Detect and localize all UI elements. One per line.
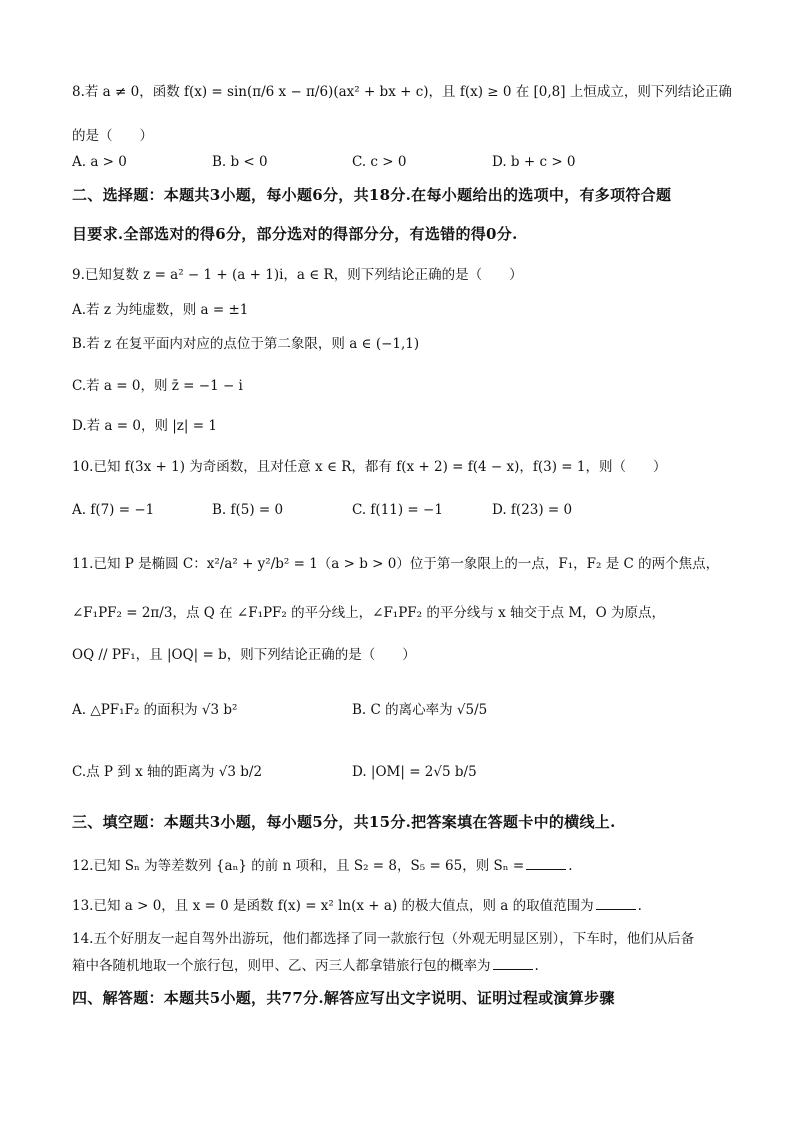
q12-text: 12.已知 Sₙ 为等差数列 {aₙ} 的前 n 项和，且 S₂ = 8，S₅ = 65，则 Sₙ = [72, 858, 525, 874]
q12-end: . [568, 858, 573, 874]
q10-option-c: C. f(11) = −1 [352, 502, 443, 518]
section2-heading-line1: 二、选择题：本题共3小题，每小题6分，共18分.在每小题给出的选项中，有多项符合题 [72, 186, 672, 204]
q13-answer-blank[interactable] [596, 895, 636, 910]
q14-line2 [72, 955, 539, 976]
q10-option-a: A. f(7) = −1 [72, 502, 155, 518]
q13-line [72, 895, 642, 916]
q8-stem-line2: 的是（ ） [72, 128, 153, 144]
q12-answer-blank[interactable] [526, 855, 566, 870]
q9-option-c: C.若 a = 0，则 z̄ = −1 − i [72, 378, 243, 394]
q8-option-c: C. c > 0 [352, 154, 407, 170]
q14-answer-blank[interactable] [493, 955, 533, 970]
q14-line1: 14.五个好朋友一起自驾外出游玩，他们都选择了同一款旅行包（外观无明显区别），下车时，他们从后备 [72, 931, 695, 947]
q9-option-d: D.若 a = 0，则 |z| = 1 [72, 418, 217, 434]
q9-option-a: A.若 z 为纯虚数，则 a = ±1 [72, 302, 249, 318]
q11-option-d: D. |OM| = 2√5 b/5 [352, 764, 477, 780]
q14-text: 箱中各随机地取一个旅行包，则甲、乙、丙三人都拿错旅行包的概率为 [72, 958, 491, 974]
section3-heading: 三、填空题：本题共3小题，每小题5分，共15分.把答案填在答题卡中的横线上. [72, 813, 616, 831]
q14-end: . [534, 958, 539, 974]
q11-option-c: C.点 P 到 x 轴的距离为 √3 b/2 [72, 764, 263, 780]
q9-option-b: B.若 z 在复平面内对应的点位于第二象限，则 a ∈ (−1,1) [72, 336, 420, 352]
q10-option-d: D. f(23) = 0 [492, 502, 573, 518]
q12-line [72, 855, 573, 876]
q8-option-d: D. b + c > 0 [492, 154, 576, 170]
q8-option-a: A. a > 0 [72, 154, 127, 170]
section4-heading: 四、解答题：本题共5小题，共77分.解答应写出文字说明、证明过程或演算步骤 [72, 989, 615, 1007]
q10-option-b: B. f(5) = 0 [212, 502, 284, 518]
q8-option-b: B. b < 0 [212, 154, 268, 170]
q11-stem-line1: 11.已知 P 是椭圆 C：x²/a² + y²/b² = 1（a > b > 0）位于第一象限上的一点，F₁，F₂ 是 C 的两个焦点， [72, 556, 720, 572]
q10-stem: 10.已知 f(3x + 1) 为奇函数，且对任意 x ∈ R，都有 f(x + 2) = f(4 − x)，f(3) = 1，则（ ） [72, 459, 667, 475]
q11-stem-line2: ∠F₁PF₂ = 2π/3，点 Q 在 ∠F₁PF₂ 的平分线上，∠F₁PF₂ 的平分线与 x 轴交于点 M，O 为原点， [72, 605, 666, 621]
q11-stem-line3: OQ // PF₁，且 |OQ| = b，则下列结论正确的是（ ） [72, 647, 416, 663]
q9-stem: 9.已知复数 z = a² − 1 + (a + 1)i，a ∈ R，则下列结论正确的是（ ） [72, 267, 523, 283]
q11-option-b: B. C 的离心率为 √5/5 [352, 702, 488, 718]
q13-end: . [637, 898, 642, 914]
q13-text: 13.已知 a > 0，且 x = 0 是函数 f(x) = x² ln(x + a) 的极大值点，则 a 的取值范围为 [72, 898, 594, 914]
q8-stem-line1: 8.若 a ≠ 0，函数 f(x) = sin(π/6 x − π/6)(ax² + bx + c)，且 f(x) ≥ 0 在 [0,8] 上恒成立，则下列结论正确 [72, 84, 732, 100]
section2-heading-line2: 目要求.全部选对的得6分，部分选对的得部分分，有选错的得0分. [72, 225, 518, 243]
q11-option-a: A. △PF₁F₂ 的面积为 √3 b² [72, 702, 238, 718]
